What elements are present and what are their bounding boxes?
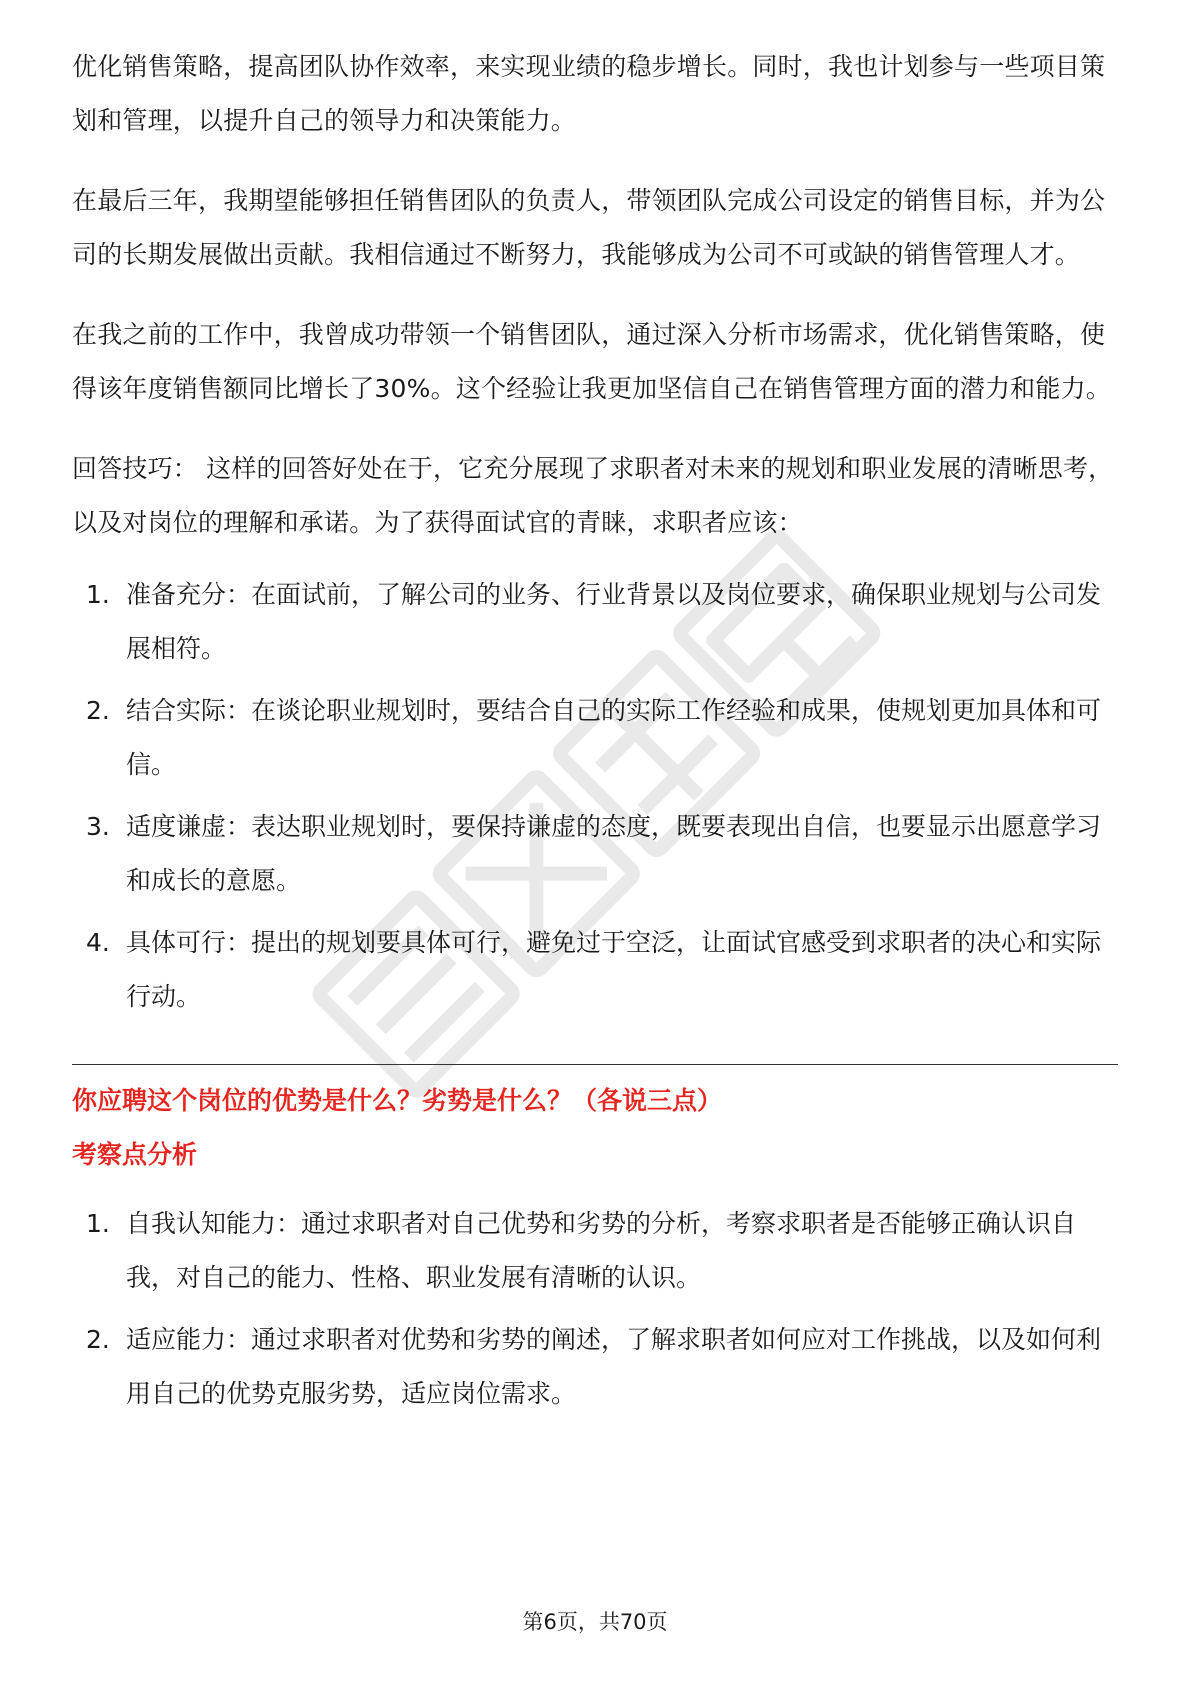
- tips-list: [72, 568, 1118, 1024]
- list-number: 3.: [86, 812, 110, 841]
- list-item: [72, 568, 1118, 676]
- page-footer: 第6页，共70页: [522, 1610, 668, 1634]
- list-item-text: 适应能力：通过求职者对优势和劣势的阐述，了解求职者如何应对工作挑战，以及如何利用自己的优势克服劣势，适应岗位需求。: [126, 1325, 1102, 1408]
- analysis-list: [72, 1197, 1118, 1421]
- page-content: [72, 40, 1118, 1451]
- list-item: [72, 684, 1118, 792]
- list-item-text: 适度谦虚：表达职业规划时，要保持谦虚的态度，既要表现出自信，也要显示出愿意学习和成长的意愿。: [126, 812, 1102, 895]
- list-item-text: 具体可行：提出的规划要具体可行，避免过于空泛，让面试官感受到求职者的决心和实际行动。: [126, 928, 1102, 1011]
- list-item: [72, 1313, 1118, 1421]
- paragraph-1: 优化销售策略，提高团队协作效率，来实现业绩的稳步增长。同时，我也计划参与一些项目策划和管理，以提升自己的领导力和决策能力。: [72, 52, 1106, 135]
- interview-question: 你应聘这个岗位的优势是什么？劣势是什么？（各说三点）: [72, 1086, 723, 1115]
- list-item: [72, 916, 1118, 1024]
- list-item: [72, 800, 1118, 908]
- list-number: 1.: [86, 1209, 110, 1238]
- list-number: 2.: [86, 696, 110, 725]
- list-item-text: 准备充分：在面试前，了解公司的业务、行业背景以及岗位要求，确保职业规划与公司发展相符。: [126, 580, 1102, 663]
- section-divider: [72, 1064, 1118, 1065]
- answer-tips-intro: 回答技巧： 这样的回答好处在于，它充分展现了求职者对未来的规划和职业发展的清晰思考，以及对岗位的理解和承诺。为了获得面试官的青睐，求职者应该：: [72, 454, 1114, 537]
- list-number: 2.: [86, 1325, 110, 1354]
- list-item-text: 结合实际：在谈论职业规划时，要结合自己的实际工作经验和成果，使规划更加具体和可信。: [126, 696, 1102, 779]
- paragraph-3: 在我之前的工作中，我曾成功带领一个销售团队，通过深入分析市场需求，优化销售策略，使得该年度销售额同比增长了30%。这个经验让我更加坚信自己在销售管理方面的潜力和能力。: [72, 320, 1111, 403]
- list-item: [72, 1197, 1118, 1305]
- list-item-text: 自我认知能力：通过求职者对自己优势和劣势的分析，考察求职者是否能够正确认识自我，对自己的能力、性格、职业发展有清晰的认识。: [126, 1209, 1077, 1292]
- analysis-title: 考察点分析: [72, 1140, 198, 1169]
- paragraph-2: 在最后三年，我期望能够担任销售团队的负责人，带领团队完成公司设定的销售目标，并为公司的长期发展做出贡献。我相信通过不断努力，我能够成为公司不可或缺的销售管理人才。: [72, 186, 1106, 269]
- list-number: 4.: [86, 928, 110, 957]
- list-number: 1.: [86, 580, 110, 609]
